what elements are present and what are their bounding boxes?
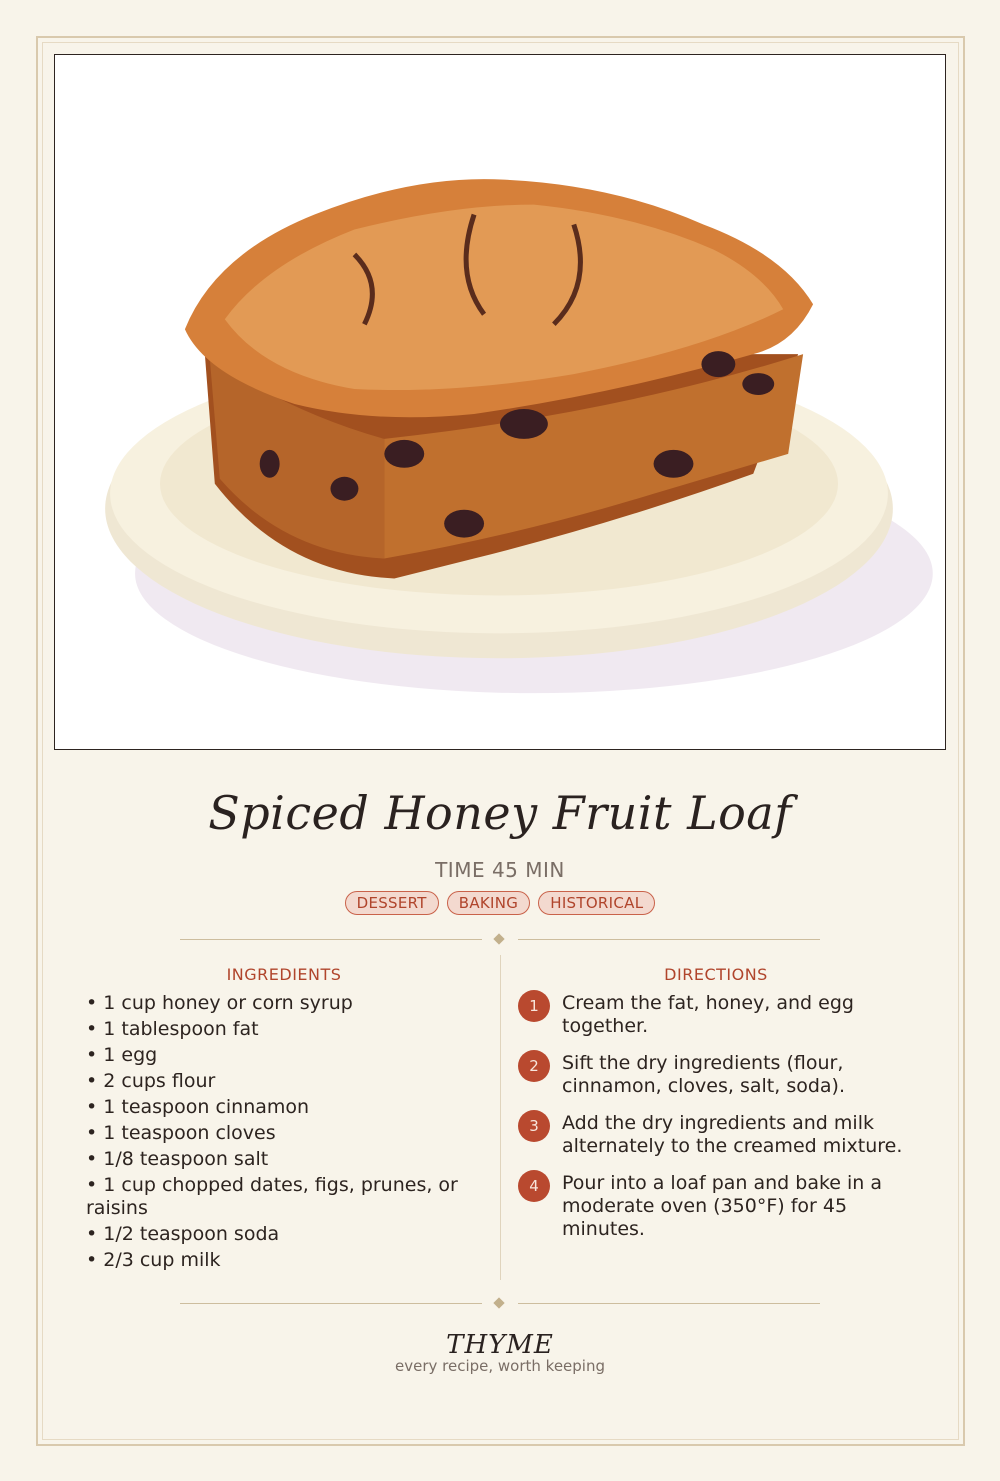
brand-logo: THYME [446, 1330, 554, 1360]
ingredient-item: • 1 egg [86, 1044, 158, 1066]
tag-list [0, 891, 1000, 915]
direction-step [518, 1052, 918, 1098]
recipe-photo [54, 54, 946, 750]
ingredient-item: • 2 cups flour [86, 1070, 216, 1092]
ingredient-item: • 1 teaspoon cinnamon [86, 1096, 310, 1118]
ingredients-list [86, 992, 486, 1275]
ingredient-item: • 1 cup honey or corn syrup [86, 992, 353, 1014]
step-number-badge: 4 [518, 1170, 550, 1202]
tag-baking[interactable]: BAKING [447, 891, 530, 915]
step-text: Cream the fat, honey, and egg together. [562, 992, 854, 1037]
diamond-ornament-icon [493, 933, 504, 944]
direction-step [518, 1112, 918, 1158]
directions-heading: DIRECTIONS [664, 965, 768, 984]
tag-historical[interactable]: HISTORICAL [538, 891, 655, 915]
tag-dessert[interactable]: DESSERT [345, 891, 439, 915]
ingredient-item: • 1/8 teaspoon salt [86, 1148, 269, 1170]
step-number-badge: 2 [518, 1050, 550, 1082]
recipe-time: TIME 45 MIN [435, 858, 565, 882]
ingredient-item: • 1 teaspoon cloves [86, 1122, 276, 1144]
direction-step [518, 992, 918, 1038]
top-divider [180, 933, 820, 947]
step-text: Add the dry ingredients and milk alternately to the creamed mixture. [562, 1112, 903, 1157]
ingredient-item: • 1/2 teaspoon soda [86, 1223, 280, 1245]
ingredient-item: • 1 tablespoon fat [86, 1018, 259, 1040]
step-text: Pour into a loaf pan and bake in a moderate oven (350°F) for 45 minutes. [562, 1172, 883, 1240]
ingredients-heading: INGREDIENTS [226, 965, 342, 984]
brand-tagline: every recipe, worth keeping [394, 1357, 605, 1375]
diamond-ornament-icon [493, 1297, 504, 1308]
recipe-title: Spiced Honey Fruit Loaf [208, 786, 792, 840]
step-number-badge: 3 [518, 1110, 550, 1142]
column-divider [500, 955, 501, 1280]
ingredient-item: • 2/3 cup milk [86, 1249, 221, 1271]
direction-step [518, 1172, 918, 1241]
ingredient-item: • 1 cup chopped dates, figs, prunes, or raisins [86, 1174, 458, 1219]
directions-list [518, 992, 918, 1255]
step-number-badge: 1 [518, 990, 550, 1022]
step-text: Sift the dry ingredients (flour, cinnamon, cloves, salt, soda). [562, 1052, 845, 1097]
bottom-divider [180, 1297, 820, 1311]
